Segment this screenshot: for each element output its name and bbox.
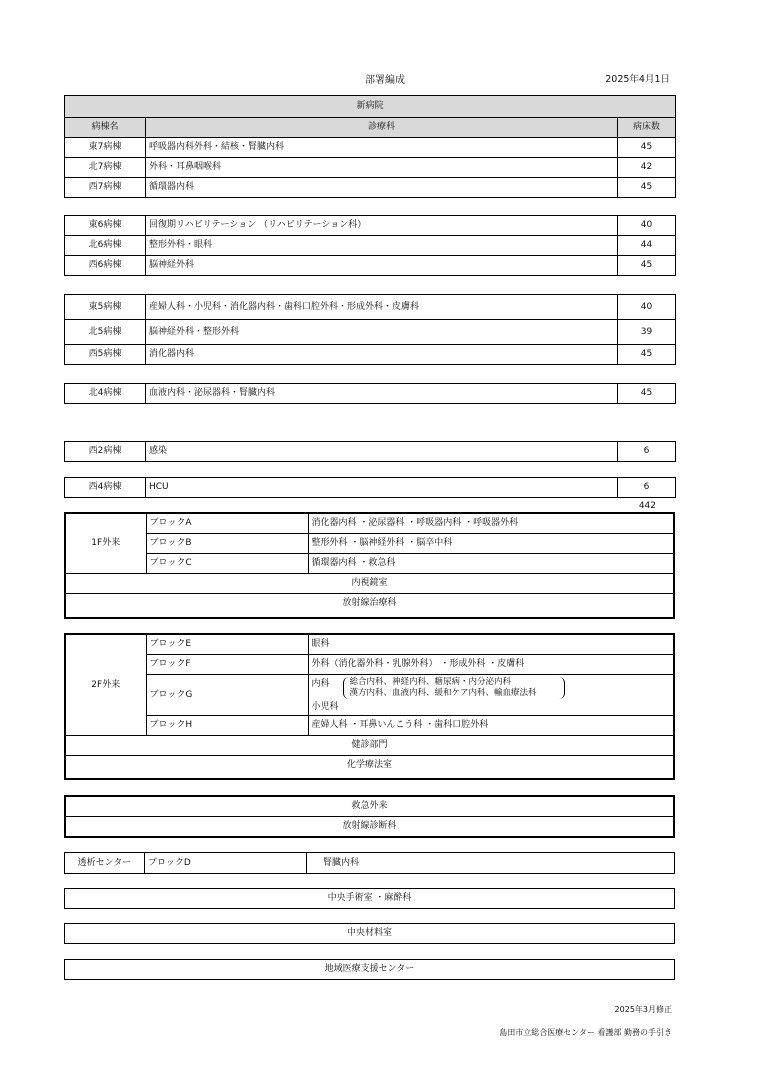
dialysis-block: ブロックD — [145, 853, 307, 874]
block-depts: 産婦人科 ・耳鼻いんこう科 ・歯科口腔外科 — [308, 716, 673, 736]
radiotherapy-dept: 放射線治療科 — [66, 594, 673, 614]
table-row — [65, 138, 676, 158]
table-row — [65, 320, 676, 345]
ward-name: 北5病棟 — [65, 320, 146, 345]
ward-table-group-3 — [64, 294, 676, 365]
col-header-ward: 病棟名 — [65, 118, 146, 138]
endoscopy-room: 内視鏡室 — [66, 574, 673, 594]
dialysis-table — [64, 852, 675, 874]
col-header-beds: 病床数 — [618, 118, 676, 138]
chemotherapy-room: 化学療法室 — [66, 756, 673, 776]
ward-name: 東7病棟 — [65, 138, 146, 158]
central-supply-bar: 中央材料室 — [64, 923, 675, 944]
central-surgery-bar: 中央手術室 ・麻酔科 — [64, 888, 675, 909]
total-beds: 442 — [638, 501, 656, 511]
dialysis-label: 透析センター — [65, 853, 145, 874]
ward-name: 西7病棟 — [65, 178, 146, 198]
table-row — [65, 384, 676, 404]
block-name: ブロックB — [146, 534, 308, 554]
ward-dept: 血液内科・泌尿器科・腎臓内科 — [146, 384, 618, 404]
ward-beds: 45 — [618, 384, 676, 404]
emergency-outpatient: 救急外来 — [66, 797, 673, 817]
table-row — [65, 158, 676, 178]
ward-dept: 回復期リハビリテーション （リハビリテーション科） — [146, 216, 618, 236]
ward-dept: 呼吸器内科外科・結核・腎臓内科 — [146, 138, 618, 158]
block-depts: 循環器内科 ・救急科 — [308, 554, 673, 574]
ward-name: 西5病棟 — [65, 345, 146, 365]
naika-label: 内科 — [311, 679, 330, 689]
ward-dept: 外科・耳鼻咽喉科 — [146, 158, 618, 178]
ward-name: 北4病棟 — [65, 384, 146, 404]
ward-beds: 40 — [618, 216, 676, 236]
table-row — [65, 442, 676, 462]
block-name: ブロックG — [146, 675, 308, 716]
ward-dept: 整形外科・眼科 — [146, 236, 618, 256]
ward-dept: 消化器内科 — [146, 345, 618, 365]
table-row — [65, 478, 676, 498]
ward-beds: 40 — [618, 295, 676, 320]
table-row — [65, 853, 675, 874]
block-name: ブロックE — [146, 635, 308, 655]
block-name: ブロックC — [146, 554, 308, 574]
ward-table-group-5 — [64, 441, 676, 462]
source-note: 島田市立総合医療センター 看護部 勤務の手引き — [499, 1028, 672, 1037]
ward-beds: 45 — [618, 256, 676, 276]
page-title: 部署編成 — [365, 75, 405, 86]
emergency-box — [64, 795, 675, 838]
ward-table-group-4 — [64, 383, 676, 404]
table-row — [65, 236, 676, 256]
ward-beds: 42 — [618, 158, 676, 178]
ward-table-group-2 — [64, 215, 676, 276]
radiology-diagnosis: 放射線診断科 — [66, 817, 673, 837]
ward-dept: 産婦人科・小児科・消化器内科・歯科口腔外科・形成外科・皮膚科 — [146, 295, 618, 320]
ward-name: 北7病棟 — [65, 158, 146, 178]
outpatient-2f-box — [64, 633, 675, 780]
block-name: ブロックA — [146, 514, 308, 534]
ward-beds: 44 — [618, 236, 676, 256]
ward-name: 北6病棟 — [65, 236, 146, 256]
outpatient-1f-box — [64, 512, 675, 619]
floor-label: 1F外来 — [66, 514, 146, 574]
ward-beds: 6 — [618, 478, 676, 498]
block-name: ブロックF — [146, 655, 308, 675]
ward-beds: 6 — [618, 442, 676, 462]
section-header: 新病院 — [65, 96, 676, 118]
table-row — [65, 178, 676, 198]
col-header-dept: 診療科 — [146, 118, 618, 138]
block-depts: 消化器内科 ・泌尿器科 ・呼吸器内科 ・呼吸器外科 — [308, 514, 673, 534]
block-depts: 眼科 — [308, 635, 673, 655]
ward-beds: 45 — [618, 138, 676, 158]
page-date: 2025年4月1日 — [605, 74, 670, 85]
naika-line-1: 総合内科、神経内科、糖尿病・内分泌内科 — [349, 677, 512, 687]
community-support-bar: 地域医療支援センター — [64, 959, 675, 980]
pediatrics-label: 小児科 — [311, 702, 339, 712]
ward-dept: 脳神経外科・整形外科 — [146, 320, 618, 345]
block-depts: 外科（消化器外科・乳腺外科） ・形成外科 ・皮膚科 — [308, 655, 673, 675]
block-g-depts — [308, 675, 673, 716]
ward-name: 東6病棟 — [65, 216, 146, 236]
table-row — [65, 216, 676, 236]
ward-dept: 脳神経外科 — [146, 256, 618, 276]
ward-name: 西2病棟 — [65, 442, 146, 462]
ward-beds: 39 — [618, 320, 676, 345]
naika-line-2: 漢方内科、血液内科、緩和ケア内科、輸血療法科 — [349, 688, 537, 698]
ward-dept: 循環器内科 — [146, 178, 618, 198]
ward-beds: 45 — [618, 178, 676, 198]
floor-label: 2F外来 — [66, 635, 146, 736]
block-depts: 整形外科 ・脳神経外科 ・脳卒中科 — [308, 534, 673, 554]
ward-beds: 45 — [618, 345, 676, 365]
naika-bracket — [343, 677, 565, 699]
ward-dept: HCU — [146, 478, 618, 498]
table-row — [65, 256, 676, 276]
checkup-dept: 健診部門 — [66, 736, 673, 756]
ward-name: 東5病棟 — [65, 295, 146, 320]
table-row — [65, 295, 676, 320]
ward-name: 西4病棟 — [65, 478, 146, 498]
table-row — [65, 345, 676, 365]
dialysis-dept: 腎臓内科 — [307, 853, 675, 874]
block-name: ブロックH — [146, 716, 308, 736]
revision-note: 2025年3月修正 — [614, 1005, 672, 1014]
ward-table-group-1 — [64, 95, 676, 198]
ward-name: 西6病棟 — [65, 256, 146, 276]
ward-dept: 感染 — [146, 442, 618, 462]
ward-table-group-6 — [64, 477, 676, 498]
